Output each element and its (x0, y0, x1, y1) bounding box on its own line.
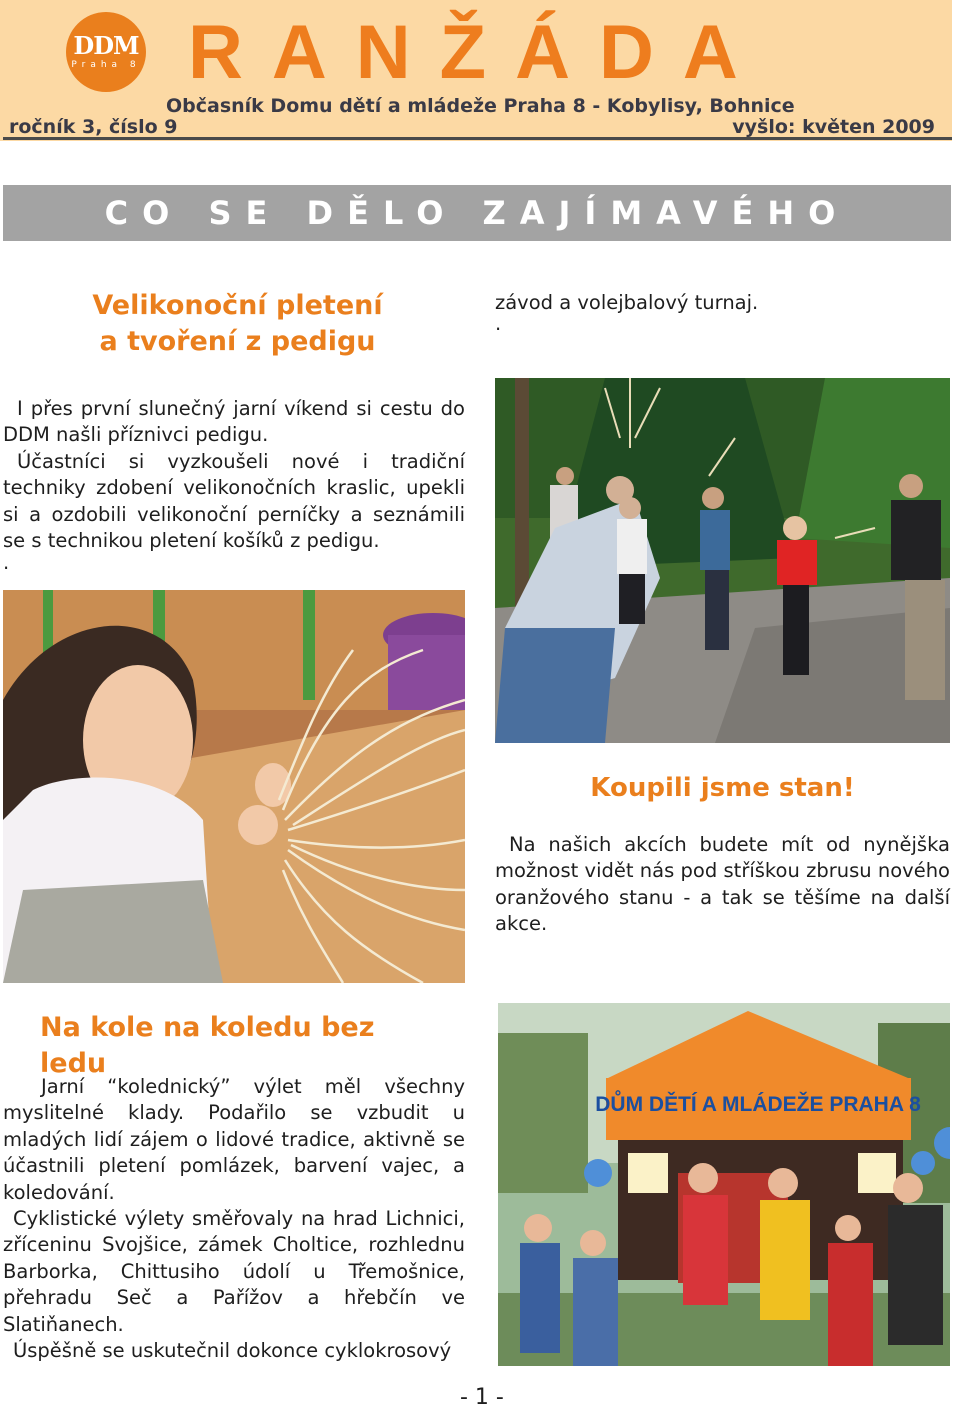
tent-paragraph: Na našich akcích budete mít od nynějška možnost vidět nás pod stříškou zbrusu nového oranžového stanu - a tak se těšíme na další akce. (495, 833, 950, 936)
issue-number: ročník 3, číslo 9 (9, 116, 178, 138)
continued-text-line: závod a volejbalový turnaj. (495, 291, 759, 314)
easter-dot: . (3, 551, 10, 575)
photo-weaving (3, 590, 465, 983)
continued-dot: . (495, 312, 502, 336)
tent-banner-text: DŮM DĚTÍ A MLÁDEŽE PRAHA 8 (595, 1093, 921, 1116)
newsletter-title: RANŽÁDA (188, 10, 767, 95)
bike-heading: Na kole na koledu bez ledu (40, 1012, 375, 1079)
bike-paragraph-2: Cyklistické výlety směřovaly na hrad Lichnici, zříceninu Svojšice, zámek Choltice, rozhlednu Barborka, Chittusiho údolí u Třemošnice, přehradu Seč a Pařížov a hřebčín ve Slatiňanech. (3, 1207, 465, 1336)
logo-sub: Praha 8 (71, 60, 141, 70)
bike-paragraph-3: Úspěšně se uskutečnil dokonce cyklokrosový (13, 1339, 452, 1363)
section-banner-label: CO SE DĚLO ZAJÍMAVÉHO (104, 194, 850, 232)
logo-mark: DDM (73, 31, 139, 60)
easter-article-text (3, 396, 465, 575)
photo-outdoor-game (495, 378, 950, 743)
bike-paragraph-1: Jarní “kolednický” výlet měl všechny myslitelné klady. Podařilo se vzbudit u mladých lidí zájem o lidové tradice, aktivně se účastnili pletení pomlázek, barvení vajec, a koledování. (3, 1075, 465, 1204)
photo-tent (498, 1003, 950, 1366)
section-banner (3, 185, 951, 241)
easter-paragraph-2: Účastníci si vyzkoušeli nové i tradiční techniky zdobení velikonočních kraslic, upekli si a ozdobili velikonoční perníčky a seznámili se s technikou pletení košíků z pedigu. (3, 449, 465, 553)
bike-article-text (3, 1074, 465, 1364)
ddm-logo (66, 12, 146, 92)
tent-article-text (495, 832, 950, 938)
publish-date: vyšlo: květen 2009 (732, 116, 935, 138)
easter-heading-line1: Velikonoční pletení (92, 290, 383, 321)
page-number: - 1 - (460, 1385, 504, 1410)
continued-text (495, 290, 950, 336)
newsletter-subtitle: Občasník Domu dětí a mládeže Praha 8 - Kobylisy, Bohnice (166, 95, 795, 117)
easter-heading (40, 288, 435, 360)
easter-paragraph-1: I přes první slunečný jarní víkend si cestu do DDM našli příznivci pedigu. (3, 397, 465, 447)
easter-heading-line2: a tvoření z pedigu (99, 326, 376, 357)
tent-heading: Koupili jsme stan! (590, 773, 855, 803)
